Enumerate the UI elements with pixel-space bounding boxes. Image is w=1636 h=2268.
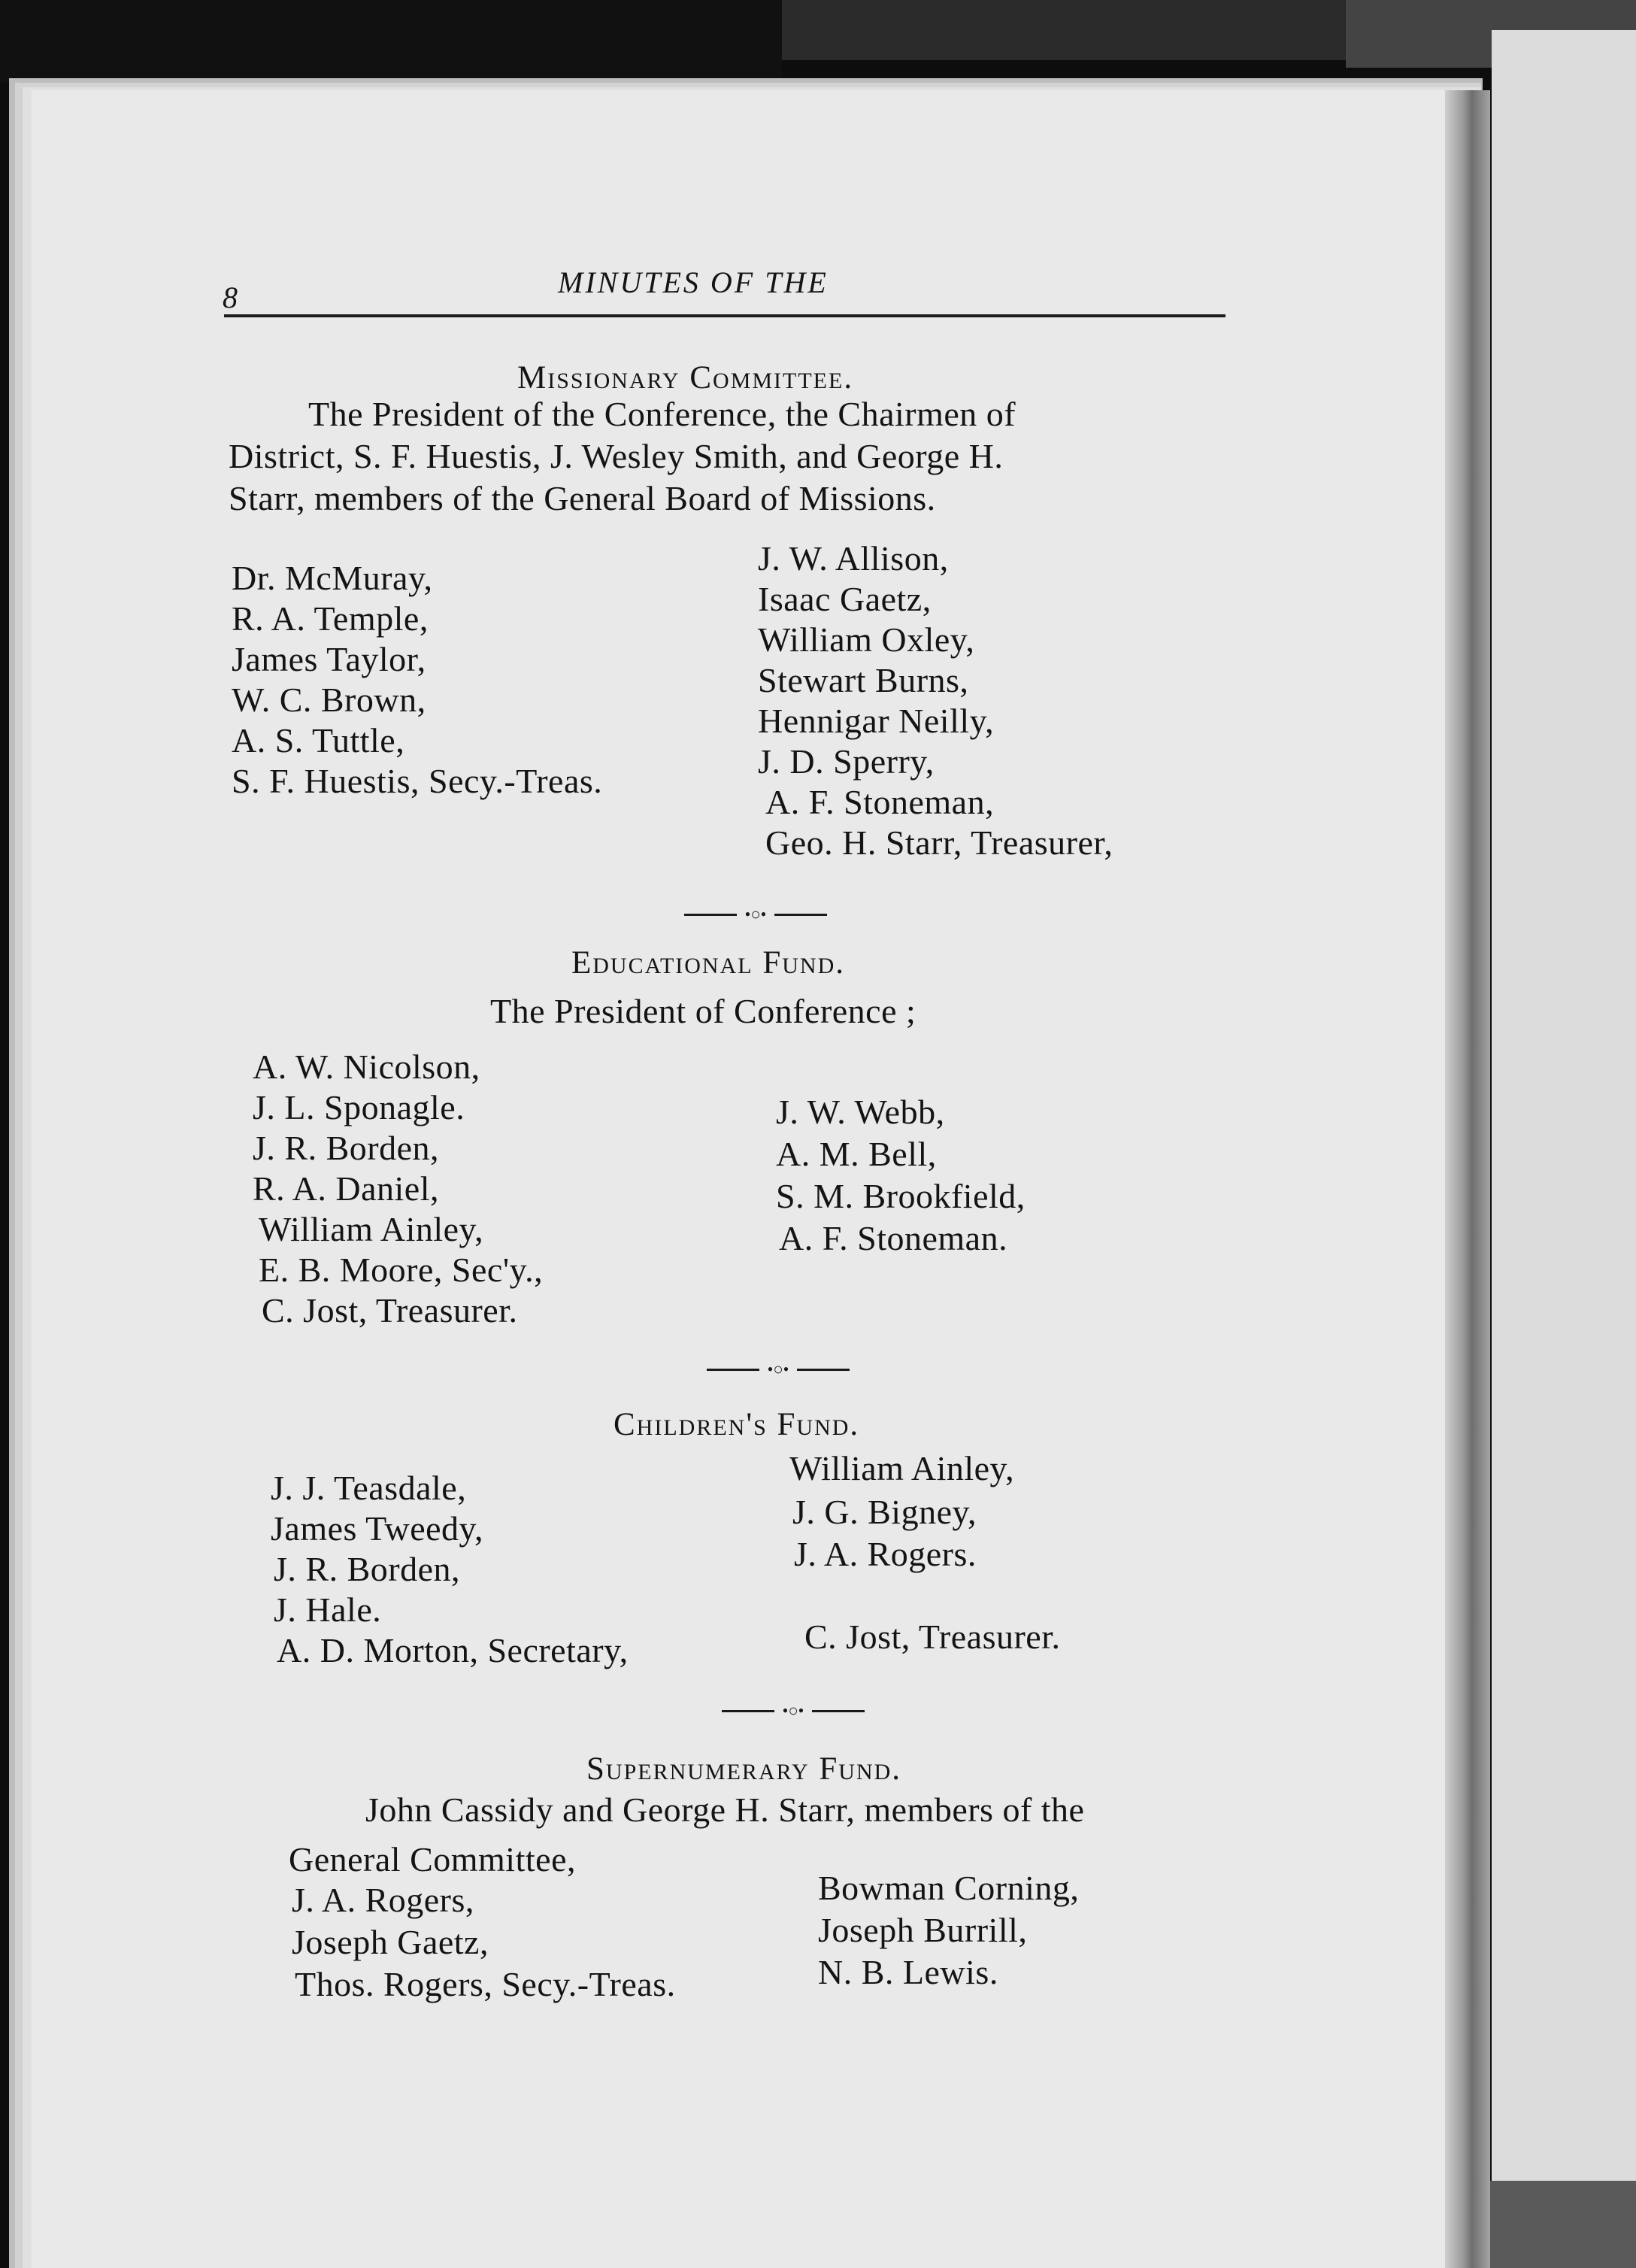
committee-member: Hennigar Neilly,	[758, 702, 995, 740]
page-number: 8	[223, 280, 238, 314]
fund-member: J. G. Bigney,	[792, 1493, 977, 1531]
missionary-intro-line: The President of the Conference, the Chairmen of	[308, 395, 1016, 433]
committee-member: Dr. McMuray,	[232, 559, 433, 597]
fund-member: General Committee,	[289, 1840, 576, 1878]
fund-member: J. L. Sponagle.	[253, 1088, 465, 1126]
committee-member: A. F. Stoneman,	[765, 783, 995, 821]
committee-member: James Taylor,	[232, 640, 426, 678]
fund-member: William Ainley,	[789, 1449, 1015, 1487]
committee-member: J. D. Sperry,	[758, 742, 935, 781]
fund-member: Thos. Rogers, Secy.-Treas.	[295, 1965, 676, 2003]
fund-member: J. R. Borden,	[274, 1550, 460, 1588]
fund-member: Joseph Burrill,	[818, 1911, 1028, 1949]
committee-member: R. A. Temple,	[232, 599, 429, 638]
fund-member: J. R. Borden,	[253, 1129, 439, 1167]
missionary-intro-line: Starr, members of the General Board of Missions.	[229, 479, 936, 517]
section-title-childrens: Children's Fund.	[614, 1407, 860, 1442]
section-divider: •○•	[707, 1360, 850, 1379]
fund-member: R. A. Daniel,	[253, 1169, 439, 1208]
fund-member: J. J. Teasdale,	[271, 1469, 467, 1507]
background-dark	[0, 0, 782, 83]
committee-member: A. S. Tuttle,	[232, 721, 405, 760]
supernumerary-intro: John Cassidy and George H. Starr, members of the	[365, 1790, 1085, 1829]
fund-member: C. Jost, Treasurer.	[804, 1618, 1061, 1656]
background-cover	[782, 0, 1444, 60]
fund-member: A. F. Stoneman.	[779, 1219, 1008, 1257]
fund-member: A. W. Nicolson,	[253, 1048, 480, 1086]
committee-member: William Oxley,	[758, 620, 975, 659]
fund-member: N. B. Lewis.	[818, 1953, 998, 1991]
committee-member: Stewart Burns,	[758, 661, 969, 699]
committee-member: S. F. Huestis, Secy.-Treas.	[232, 762, 603, 800]
committee-member: J. W. Allison,	[758, 539, 949, 578]
fund-member: J. A. Rogers.	[794, 1535, 977, 1573]
fund-member: C. Jost, Treasurer.	[262, 1291, 518, 1330]
section-title-missionary: Missionary Committee.	[517, 360, 854, 396]
fund-member: J. A. Rogers,	[292, 1881, 474, 1919]
header-rule	[224, 314, 1225, 317]
fund-member: William Ainley,	[259, 1210, 484, 1248]
fund-member: James Tweedy,	[271, 1509, 484, 1548]
missionary-intro-line: District, S. F. Huestis, J. Wesley Smith, and George H.	[229, 437, 1004, 475]
section-title-educational: Educational Fund.	[571, 945, 845, 981]
fund-member: A. M. Bell,	[776, 1135, 937, 1173]
fund-member: S. M. Brookfield,	[776, 1177, 1026, 1215]
page-spine	[1445, 90, 1490, 2268]
committee-member: W. C. Brown,	[232, 681, 426, 719]
running-title: MINUTES OF THE	[558, 265, 829, 299]
section-divider: •○•	[684, 905, 827, 924]
educational-intro: The President of Conference ;	[490, 992, 916, 1030]
fund-member: E. B. Moore, Sec'y.,	[259, 1251, 544, 1289]
committee-member: Isaac Gaetz,	[758, 580, 932, 618]
committee-member: Geo. H. Starr, Treasurer,	[765, 823, 1113, 862]
fund-member: Joseph Gaetz,	[292, 1923, 489, 1961]
section-divider: •○•	[722, 1701, 865, 1721]
section-title-supernumerary: Supernumerary Fund.	[586, 1751, 902, 1787]
fund-member: J. Hale.	[274, 1590, 382, 1629]
fund-member: J. W. Webb,	[776, 1093, 945, 1131]
fund-member: Bowman Corning,	[818, 1869, 1080, 1907]
facing-page-edge	[1492, 30, 1636, 2268]
fund-member: A. D. Morton, Secretary,	[277, 1631, 629, 1669]
